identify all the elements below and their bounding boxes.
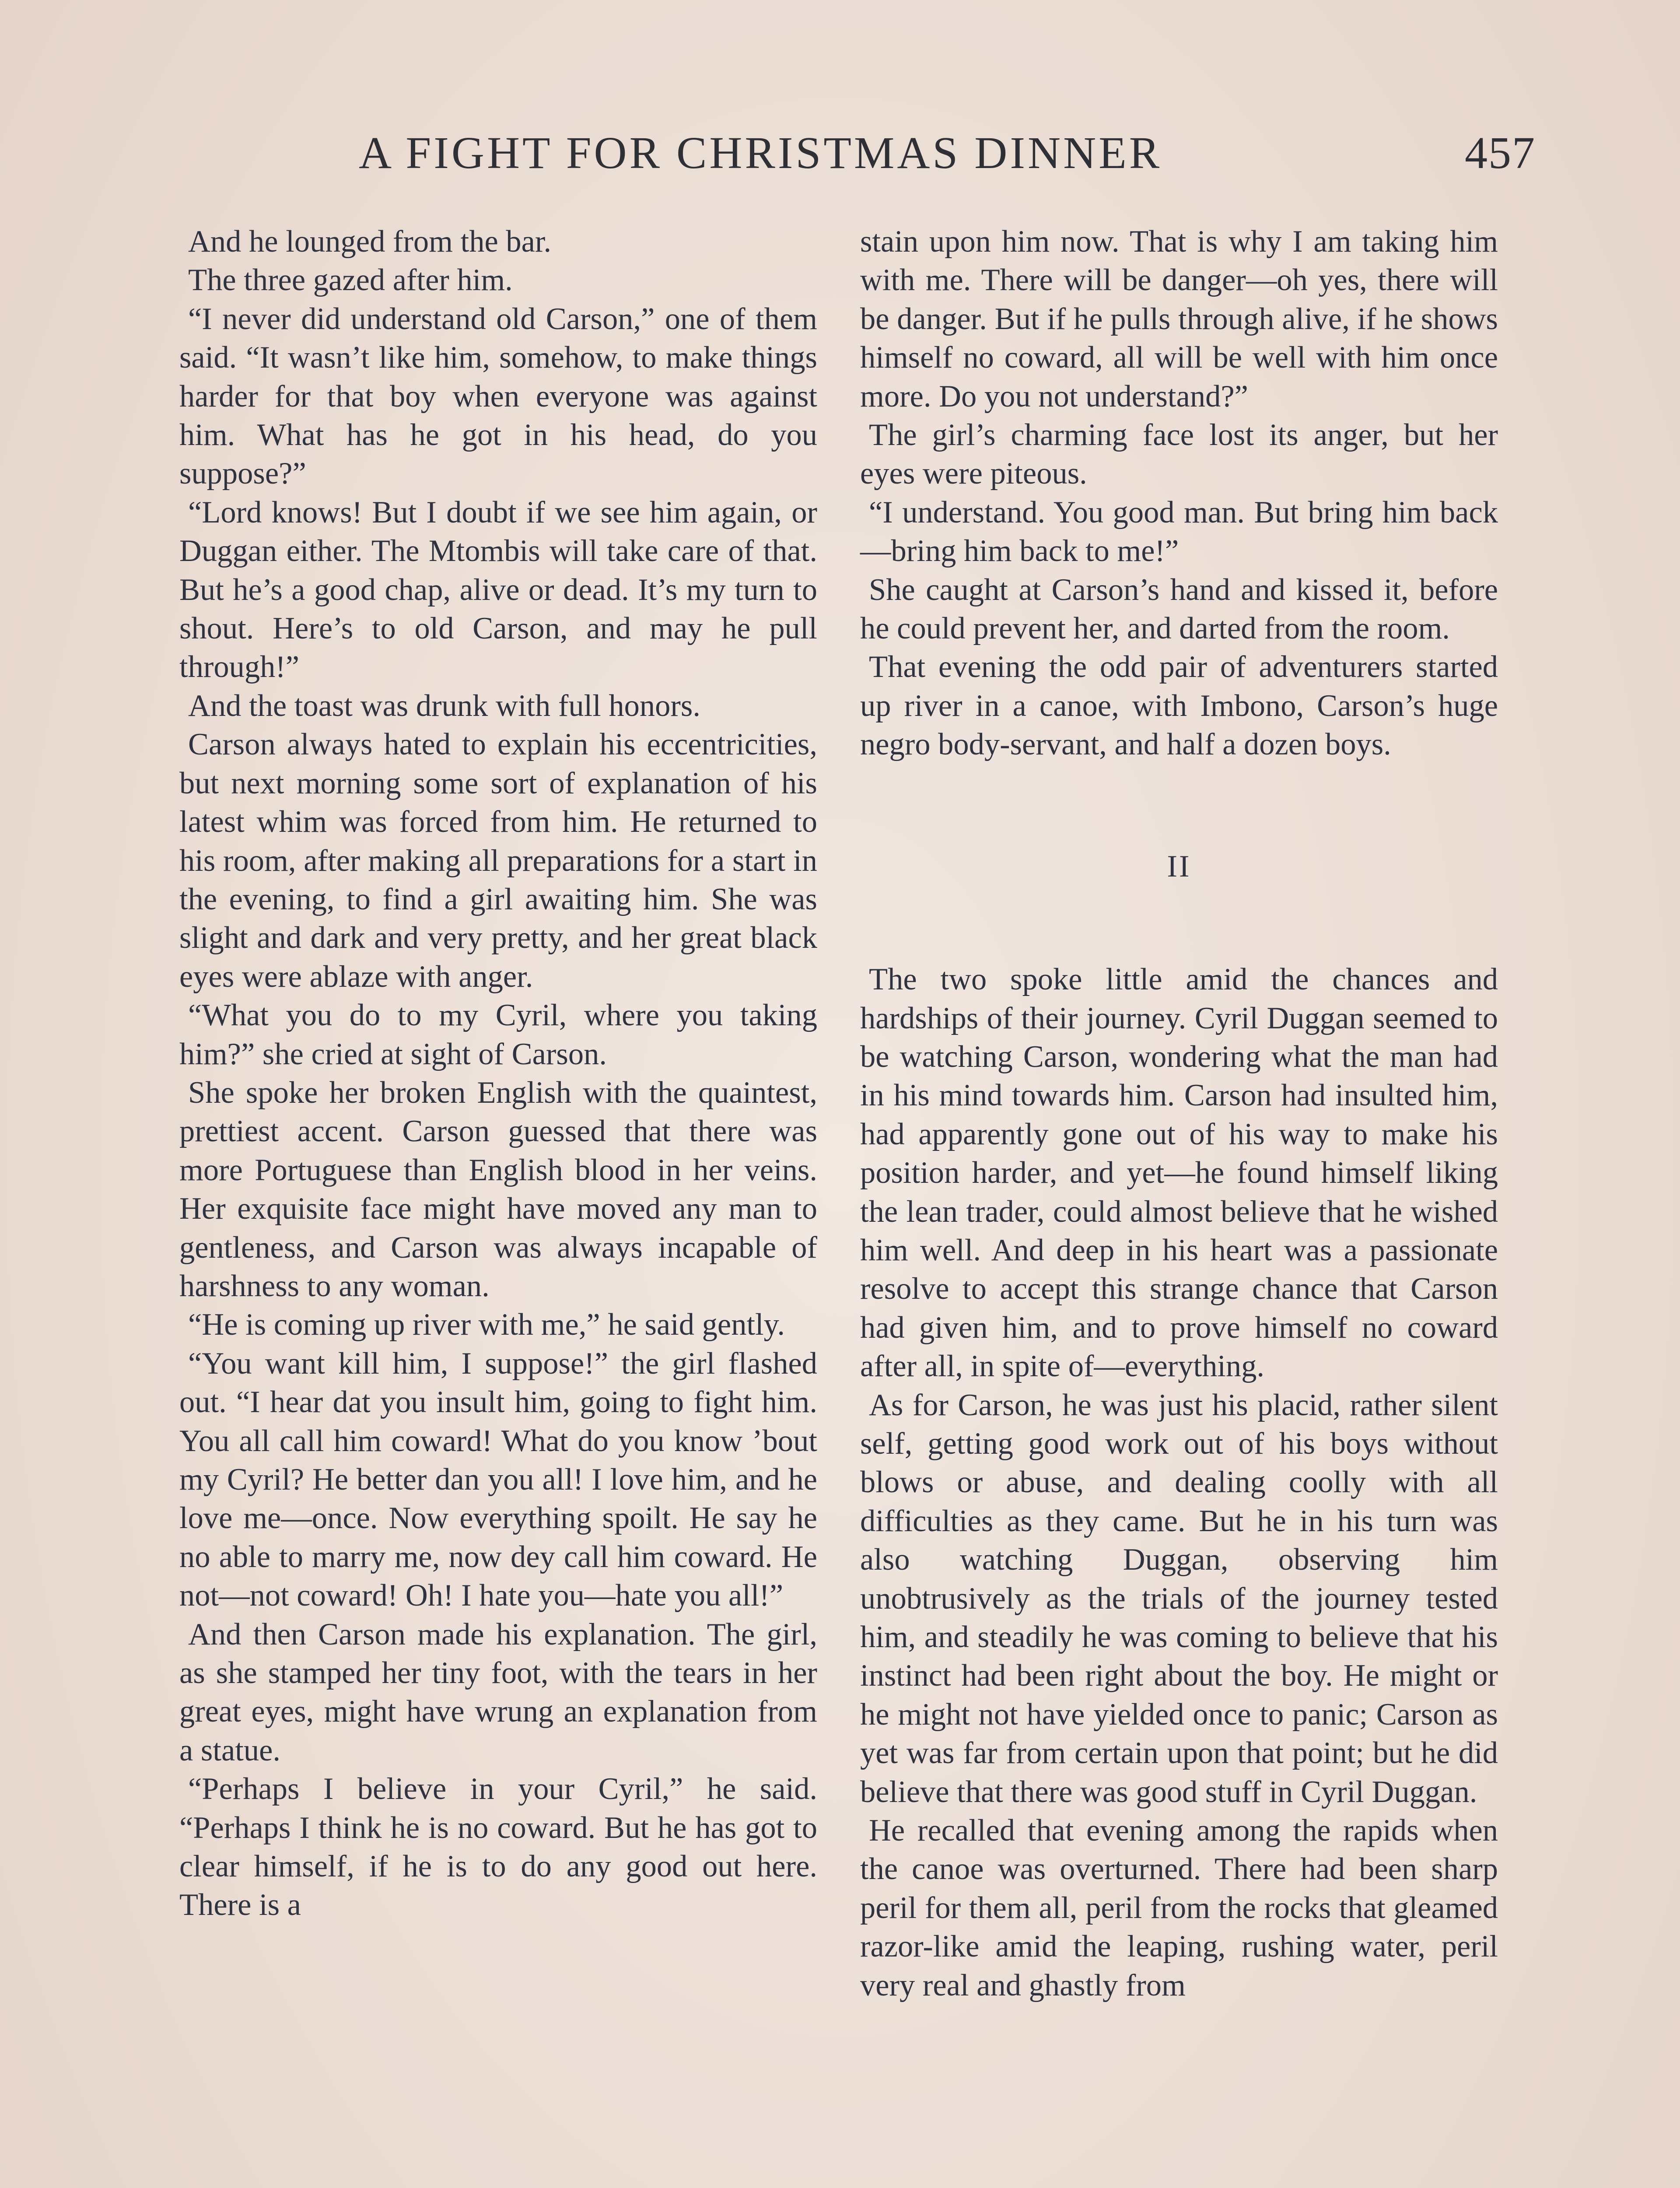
paragraph: He recalled that evening among the rapids when the canoe was overturned. There had been sharp peril for them all, peril from the rocks that gleamed razor-like amid the leaping, rushing water, peril very real and ghastly from [860,1813,1498,2002]
paragraph: As for Carson, he was just his placid, rather silent self, getting good work out of his boys without blows or abuse, and dealing coolly with all difficulties as they came. But he in his turn was also watching Duggan, observing him unobtrusively as the trials of the journey tested him, and steadily he was coming to believe that his instinct had been right about the boy. He might or he might not have yielded once to panic; Carson as yet was far from certain upon that point; but he did believe that there was good stuff in Cyril Duggan. [860,1388,1498,1809]
paragraph: She spoke her broken English with the quaintest, prettiest accent. Carson guessed that there was more Portuguese than English blood in her veins. Her exquisite face might have moved any man to gentleness, and Carson was always incapable of harshness to any woman. [179,1075,817,1303]
running-head [359,127,1536,184]
section-heading: II [1167,849,1191,884]
page-title: A FIGHT FOR CHRISTMAS DINNER [359,128,1162,178]
left-column [179,222,817,1925]
paragraph: And then Carson made his explanation. The girl, as she stamped her tiny foot, with the tears in her great eyes, might have wrung an explanation from a statue. [179,1617,817,1767]
paragraph: And he lounged from the bar. [188,224,552,259]
paragraph: “He is coming up river with me,” he said gently. [188,1308,785,1342]
paragraph: Carson always hated to explain his eccentricities, but next morning some sort of explanation of his latest whim was forced from him. He returned to his room, after making all preparations for a start in the evening, to find a girl awaiting him. She was slight and dark and very pretty, and her great black eyes were ablaze with anger. [179,727,817,994]
paragraph: “You want kill him, I suppose!” the girl flashed out. “I hear dat you insult him, going to fight him. You all call him coward! What do you know ’bout my Cyril? He better dan you all! I love him, and he love me—once. Now everything spoilt. He say he no able to marry me, now dey call him coward. He not—not coward! Oh! I hate you—hate you all!” [179,1346,817,1613]
paragraph: “I never did understand old Carson,” one of them said. “It wasn’t like him, somehow, to make things harder for that boy when everyone was against him. What has he got in his head, do you suppose?” [179,302,817,491]
paragraph: The girl’s charming face lost its anger, but her eyes were piteous. [860,418,1498,491]
paragraph: The three gazed after him. [188,263,513,298]
paragraph: She caught at Carson’s hand and kissed it, before he could prevent her, and darted from the room. [860,572,1498,646]
paragraph: stain upon him now. That is why I am taking him with me. There will be danger—oh yes, there will be danger. But if he pulls through alive, if he shows himself no coward, all will be well with him once more. Do you not understand?” [860,224,1498,414]
paragraph: “What you do to my Cyril, where you taking him?” she cried at sight of Carson. [179,998,817,1071]
paragraph: And the toast was drunk with full honors. [188,688,700,723]
paragraph: “Perhaps I believe in your Cyril,” he said. “Perhaps I think he is no coward. But he has got to clear himself, if he is to do any good out here. There is a [179,1772,817,1922]
paragraph: “Lord knows! But I doubt if we see him again, or Duggan either. The Mtombis will take care of that. But he’s a good chap, alive or dead. It’s my turn to shout. Here’s to old Carson, and may he pull through!” [179,495,817,684]
paragraph: “I understand. You good man. But bring him back—bring him back to me!” [860,495,1498,568]
right-column [860,222,1498,2005]
paragraph: The two spoke little amid the chances and hardships of their journey. Cyril Duggan seemed to be watching Carson, wondering what the man had in his mind towards him. Carson had insulted him, had apparently gone out of his way to make his position harder, and yet—he found himself liking the lean trader, could almost believe that he wished him well. And deep in his heart was a passionate resolve to accept this strange chance that Carson had given him, and to prove himself no coward after all, in spite of—everything. [860,962,1498,1384]
page-number: 457 [1465,128,1536,178]
paragraph: That evening the odd pair of adventurers started up river in a canoe, with Imbono, Carson’s huge negro body-servant, and half a dozen boys. [860,650,1498,762]
